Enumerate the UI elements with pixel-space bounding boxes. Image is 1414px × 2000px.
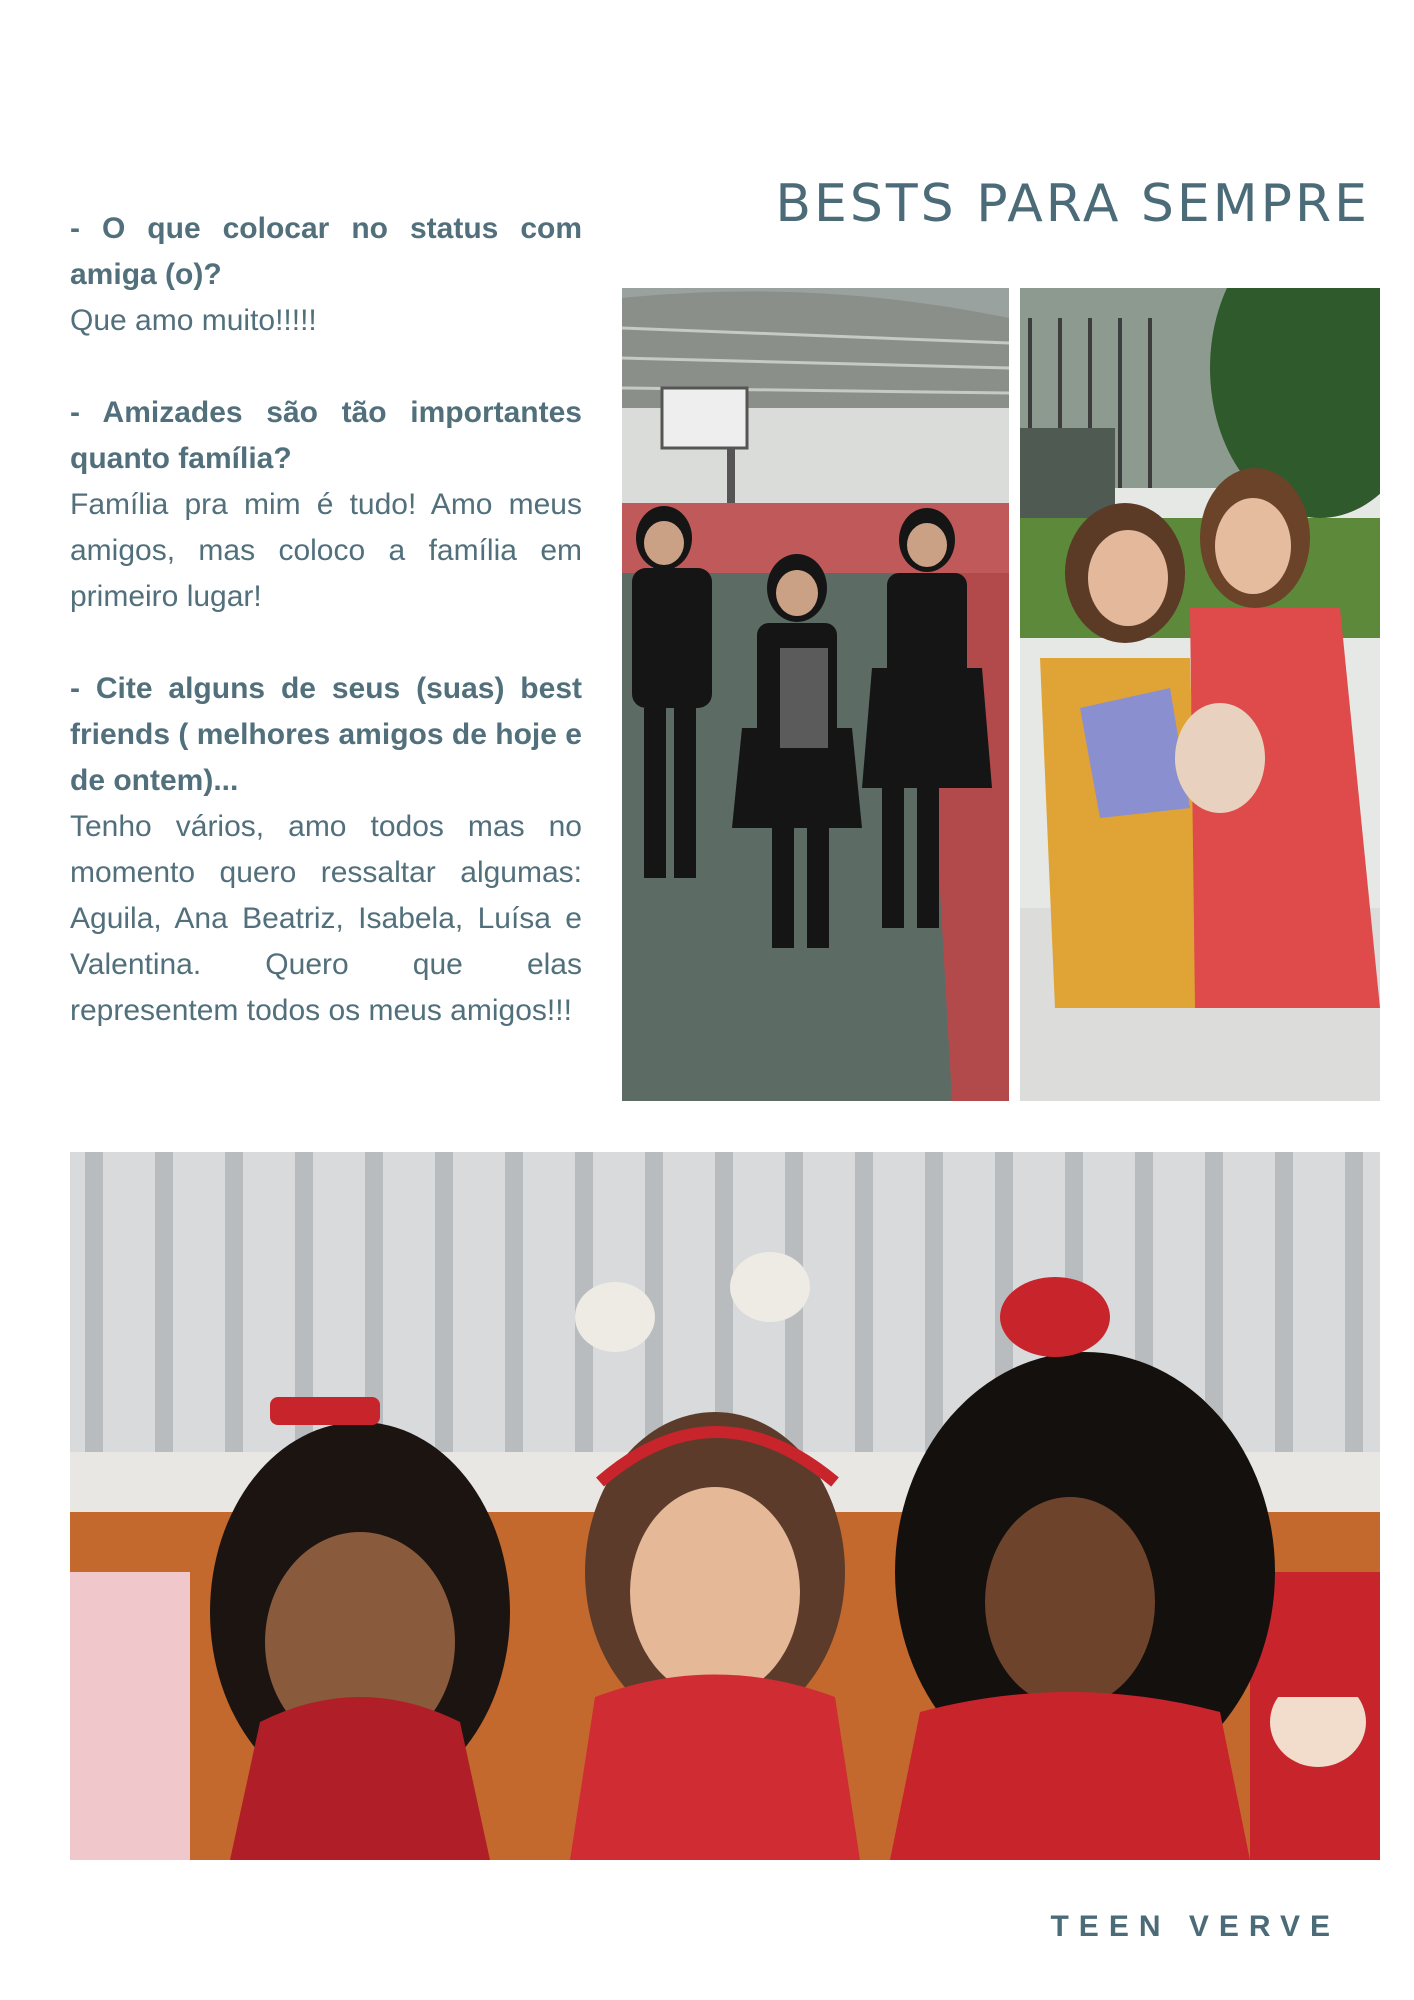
photo-two-girls-gifts — [1020, 288, 1380, 1101]
photo-three-girls-court — [622, 288, 1009, 1101]
interview-item — [70, 390, 582, 620]
interview-answer: Que amo muito!!!!! — [70, 304, 317, 337]
interview-text — [70, 206, 582, 1080]
interview-question: - Cite alguns de seus (suas) best friends ( melhores amigos de hoje e de ontem)... — [70, 672, 582, 797]
page-title: BESTS PARA SEMPRE — [775, 174, 1370, 234]
magazine-footer: TEEN VERVE — [1050, 1910, 1340, 1943]
interview-question: - Amizades são tão importantes quanto família? — [70, 396, 582, 475]
interview-answer: Família pra mim é tudo! Amo meus amigos, mas coloco a família em primeiro lugar! — [70, 488, 582, 613]
interview-question: - O que colocar no status com amiga (o)? — [70, 212, 582, 291]
photo-christmas-friends — [70, 1152, 1380, 1860]
interview-answer: Tenho vários, amo todos mas no momento quero ressaltar algumas: Aguila, Ana Beatriz, Isabela, Luísa e Valentina. Quero que elas representem todos os meus amigos!!! — [70, 810, 582, 1027]
interview-item — [70, 666, 582, 1034]
interview-item — [70, 206, 582, 344]
